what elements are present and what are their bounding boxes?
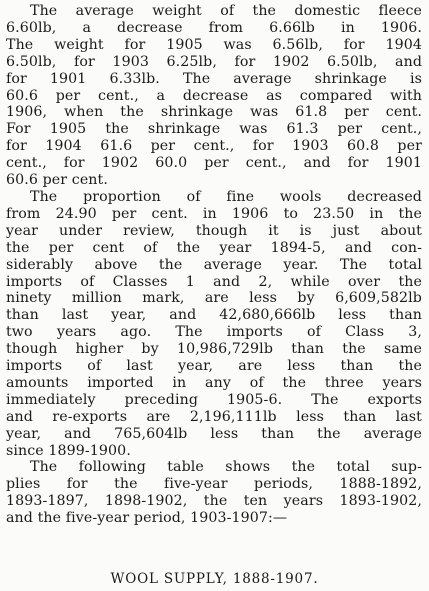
text-line: though higher by 10,986,729lb than the same (6, 341, 422, 358)
text-line: two years ago. The imports of Class 3, (6, 324, 422, 341)
text-line: The proportion of fine wools decreased (30, 188, 422, 205)
text-line: The average weight of the domestic fleece (30, 3, 422, 19)
text-line: plies for the five-year periods, 1888-1892, (6, 476, 422, 493)
text-line: and re-exports are 2,196,111lb less than last (6, 408, 422, 425)
paragraph-table-intro (6, 459, 422, 527)
text-line: than last year, and 42,680,666lb less than (6, 307, 422, 324)
paragraph-fine-wools (6, 189, 422, 460)
text-line: imports of last year, are less than the (6, 358, 422, 375)
text-line: imports of Classes 1 and 2, while over the (6, 273, 422, 290)
text-line: cent., for 1902 60.0 per cent., and for 1901 (6, 155, 422, 172)
table-heading: WOOL SUPPLY, 1888-1907. (110, 571, 319, 587)
text-line: amounts imported in any of the three years (6, 374, 422, 391)
text-line: from 24.90 per cent. in 1906 to 23.50 in the (6, 205, 422, 222)
article-column (6, 3, 422, 527)
text-line: the per cent of the year 1894-5, and con- (6, 239, 422, 256)
text-line: and the five-year period, 1903-1907:— (6, 510, 288, 527)
text-line: immediately preceding 1905-6. The exports (6, 391, 422, 408)
text-line: year under review, though it is just about (6, 222, 422, 239)
text-line: The weight for 1905 was 6.56lb, for 1904 (6, 36, 422, 53)
text-line: for 1901 6.33lb. The average shrinkage is (6, 70, 422, 87)
text-line: for 1904 61.6 per cent., for 1903 60.8 per (6, 138, 422, 155)
text-line: year, and 765,604lb less than the average (6, 425, 422, 442)
text-line: 1893-1897, 1898-1902, the ten years 1893-1902, (6, 493, 422, 510)
paragraph-fleece-weight (6, 3, 422, 189)
text-line: ninety million mark, are less by 6,609,582lb (6, 290, 422, 307)
text-line: The following table shows the total sup- (30, 459, 422, 476)
text-line: since 1899-1900. (6, 442, 131, 459)
text-line: 6.50lb, for 1903 6.25lb, for 1902 6.50lb, and (6, 53, 422, 70)
text-line: 6.60lb, a decrease from 6.66lb in 1906. (6, 19, 422, 36)
text-line: 60.6 per cent., a decrease as compared with (6, 87, 422, 104)
text-line: 1906, when the shrinkage was 61.8 per cent. (6, 104, 422, 121)
text-line: 60.6 per cent. (6, 172, 108, 189)
text-line: siderably above the average year. The total (6, 256, 422, 273)
text-line: For 1905 the shrinkage was 61.3 per cent., (6, 121, 422, 138)
